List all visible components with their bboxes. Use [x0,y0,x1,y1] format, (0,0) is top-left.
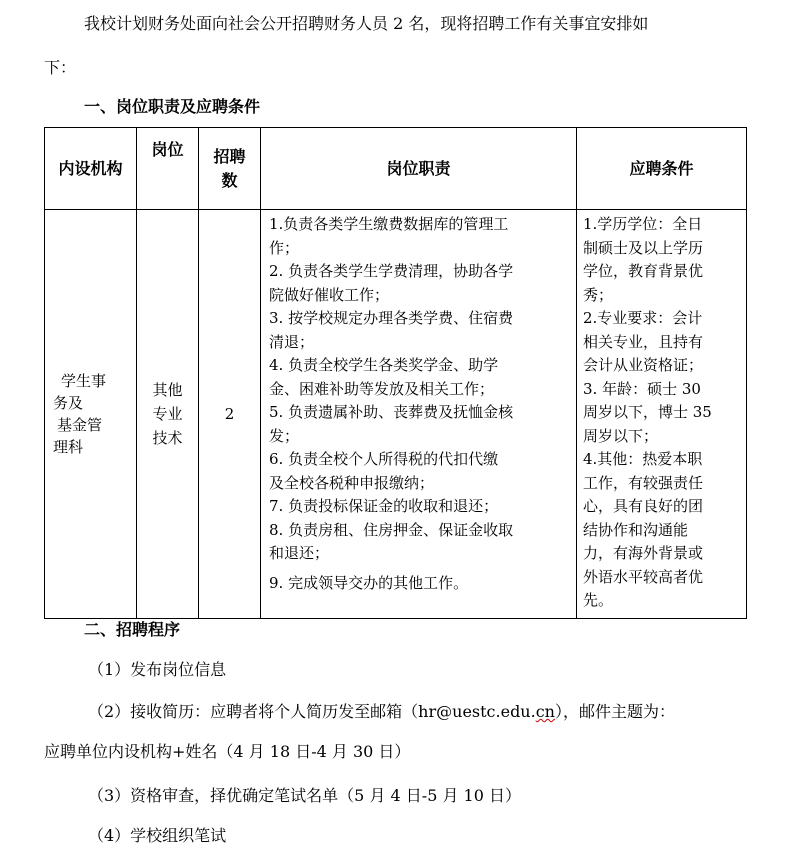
duty-line: 院做好催收工作； [269,285,390,304]
duty-line: 及全校各税种申报缴纳； [269,473,435,492]
table-row [45,210,747,619]
req-line: 会计从业资格证； [583,356,704,374]
duty-line: 作； [269,238,300,257]
count-value: 2 [224,405,235,423]
step-1: （1）发布岗位信息 [88,660,227,679]
cell-duties [261,210,577,619]
cell-position [137,210,199,619]
step-4: （4）学校组织笔试 [88,826,227,845]
table-header-row [45,128,747,210]
duty-line: 清退； [269,332,315,351]
cell-dept [45,210,137,619]
duty-line: 3. 按学校规定办理各类学费、住宿费 [269,309,514,327]
req-line: 周岁以下； [583,426,659,445]
req-line: 相关专业，且持有 [583,332,704,351]
intro-line-2: 下： [44,58,77,77]
duty-line: 6. 负责全校个人所得税的代扣代缴 [269,450,499,468]
intro-line-1: 我校计划财务处面向社会公开招聘财务人员 2 名，现将招聘工作有关事宜安排如 [84,14,649,33]
req-line: 力，有海外背景或 [583,544,704,562]
section-2-title: 二、招聘程序 [84,620,181,639]
req-line: 工作，有较强责任 [583,473,704,492]
req-line: 周岁以下，博士 35 [583,403,712,421]
step-2-continued: 应聘单位内设机构+姓名（4 月 18 日-4 月 30 日） [44,742,411,761]
req-line: 先。 [583,591,614,609]
req-line: 秀； [583,285,614,304]
duty-line: 7. 负责投标保证金的收取和退还； [269,497,499,515]
duty-line: 9. 完成领导交办的其他工作。 [269,573,469,592]
duty-line: 4. 负责全校学生各类奖学金、助学 [269,356,499,374]
duty-line: 和退还； [269,544,330,562]
dept-line: 理科 [53,438,84,456]
dept-line: 务及 [53,394,84,412]
req-line: 3. 年龄：硕士 30 [583,379,701,398]
section-1-title: 一、岗位职责及应聘条件 [84,97,261,116]
req-line: 学位，教育背景优 [583,262,704,280]
req-line: 心，具有良好的团 [583,497,704,515]
position-line: 其他 [152,381,183,399]
req-line: 2.专业要求：会计 [583,309,703,327]
header-dept: 内设机构 [45,128,137,210]
dept-line: 学生事 [61,372,107,390]
job-table [44,127,747,619]
req-line: 外语水平较高者优 [583,567,704,586]
req-line: 4.其他：热爱本职 [583,450,703,468]
duty-line: 金、困难补助等发放及相关工作； [269,379,495,398]
header-count: 招聘 数 [199,128,261,210]
duty-line: 5. 负责遗属补助、丧葬费及抚恤金核 [269,403,514,421]
cell-count [199,210,261,619]
header-requirements: 应聘条件 [577,128,747,210]
position-line: 技术 [152,429,183,447]
duty-line: 8. 负责房租、住房押金、保证金收取 [269,520,514,539]
req-line: 结协作和沟通能 [583,520,689,539]
header-duties: 岗位职责 [261,128,577,210]
req-line: 1.学历学位：全日 [583,215,703,233]
step-3: （3）资格审查，择优确定笔试名单（5 月 4 日-5 月 10 日） [88,786,522,805]
cell-requirements [577,210,747,619]
step-2 [88,702,675,722]
dept-line: 基金管 [57,416,103,434]
duty-line: 1.负责各类学生缴费数据库的管理工 [269,215,509,233]
header-position: 岗位 [137,128,199,210]
step-2-text: （2）接收简历：应聘者将个人简历发至邮箱（hr@uestc.edu. [88,702,536,721]
req-line: 制硕士及以上学历 [583,238,704,257]
position-line: 专业 [152,405,183,423]
duty-line: 2. 负责各类学生学费清理，协助各学 [269,262,514,280]
step-2-text-end: ），邮件主题为： [554,702,675,721]
duty-line: 发； [269,426,300,445]
step-2-email-tld: cn [535,702,555,721]
